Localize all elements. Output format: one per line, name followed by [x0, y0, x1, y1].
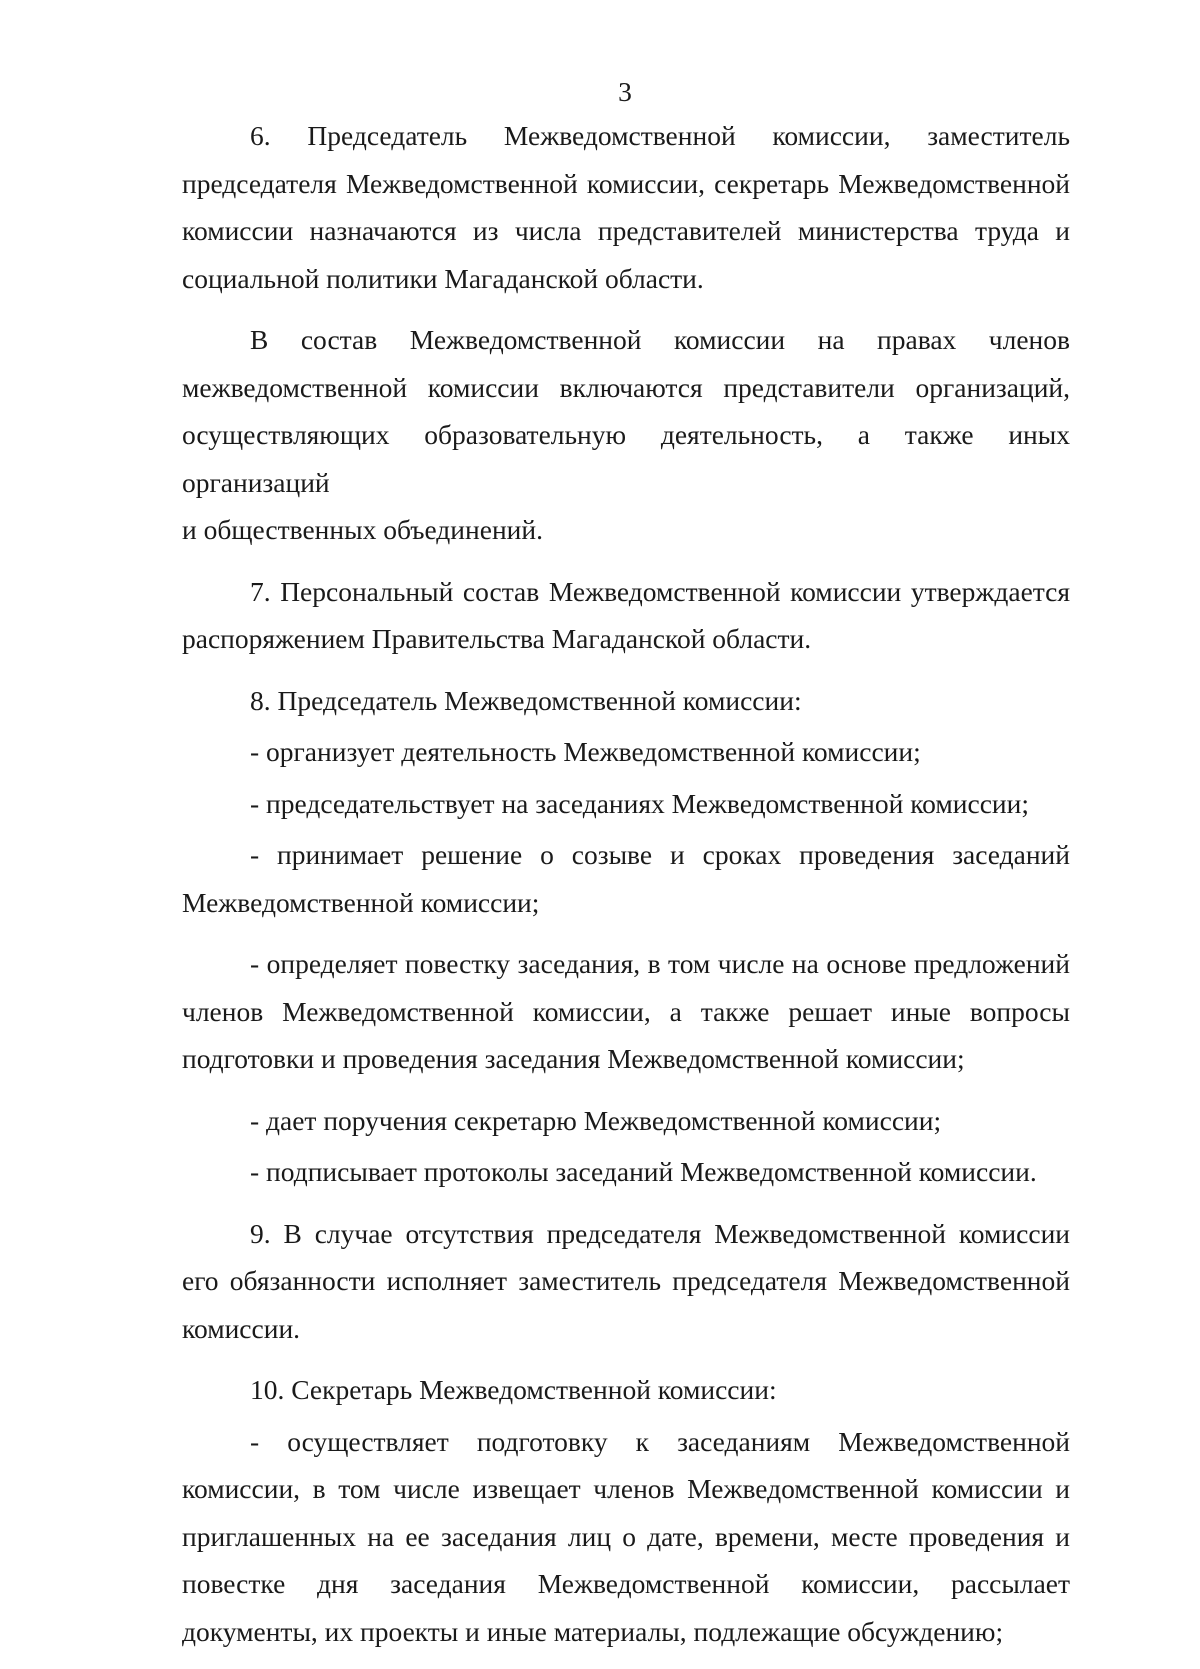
paragraph-6-composition-tail: и общественных объединений.	[182, 514, 543, 545]
paragraph-8-item: - определяет повестку заседания, в том числе на основе предложений членов Межведомственной комиссии, а также решает иные вопросы подготовки и проведения заседания Межведомственной комиссии;	[182, 948, 1070, 1074]
paragraph-8-item: - подписывает протоколы заседаний Межведомственной комиссии.	[250, 1156, 1037, 1187]
paragraph-8-item: - дает поручения секретарю Межведомственной комиссии;	[250, 1104, 942, 1136]
paragraph-8-heading: 8. Председатель Межведомственной комиссии:	[250, 684, 802, 716]
paragraph-8-item: - принимает решение о созыве и сроках проведения заседаний Межведомственной комиссии;	[182, 839, 1070, 918]
paragraph-8-item: - организует деятельность Межведомственной комиссии;	[250, 736, 921, 767]
paragraph-8-item: - председательствует на заседаниях Межведомственной комиссии;	[250, 787, 1030, 819]
document-body	[182, 112, 1070, 1669]
paragraph-6-composition: В состав Межведомственной комиссии на правах членов межведомственной комиссии включаются представители организаций, осуществляющих образовательную деятельность, а также иных организаций	[182, 324, 1070, 498]
paragraph-6: 6. Председатель Межведомственной комиссии, заместитель председателя Межведомственной комиссии, секретарь Межведомственной комиссии назначаются из числа представителей министерства труда и социальной политики Магаданской области.	[182, 120, 1070, 294]
paragraph-9: 9. В случае отсутствия председателя Межведомственной комиссии его обязанности исполняет заместитель председателя Межведомственной комиссии.	[182, 1217, 1070, 1344]
page-number: 3	[618, 76, 632, 107]
paragraph-7: 7. Персональный состав Межведомственной комиссии утверждается распоряжением Правительства Магаданской области.	[182, 575, 1070, 654]
paragraph-10-heading: 10. Секретарь Межведомственной комиссии:	[250, 1374, 777, 1405]
paragraph-10-item: - осуществляет подготовку к заседаниям Межведомственной комиссии, в том числе извещает членов Межведомственной комиссии и приглашенных на ее заседания лиц о дате, времени, месте проведения и повестке дня заседания Межведомственной комиссии, рассылает документы, их проекты и иные материалы, подлежащие обсуждению;	[182, 1425, 1070, 1647]
